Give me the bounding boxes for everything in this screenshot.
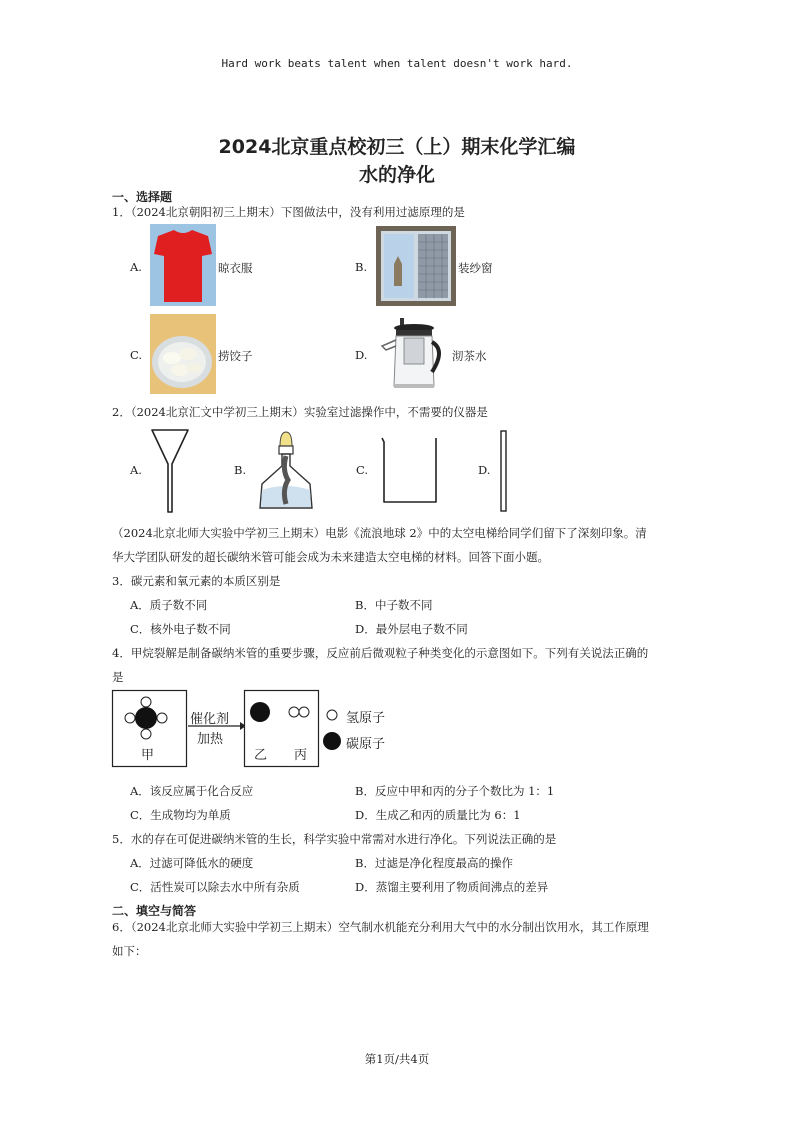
section-heading-choice: 一、选择题 [112, 190, 173, 204]
q1-option-c-text: 捞饺子 [218, 349, 253, 363]
question-1-stem: 1．（2024北京朝阳初三上期末）下图做法中，没有利用过滤原理的是 [112, 205, 465, 219]
q4-option-b: B．反应中甲和丙的分子个数比为 1：1 [355, 784, 555, 798]
q3-option-b: B．中子数不同 [355, 598, 433, 612]
q4-option-c: C．生成物均为单质 [130, 808, 231, 822]
q2-option-c-letter: C. [356, 463, 369, 477]
q3-option-d: D．最外层电子数不同 [355, 622, 468, 636]
q5-option-b: B．过滤是净化程度最高的操作 [355, 856, 513, 870]
q5-option-a: A．过滤可降低水的硬度 [130, 856, 254, 870]
q1-option-a-letter: A. [130, 260, 142, 274]
q2-option-a-letter: A. [130, 463, 142, 477]
diagram-catalyst-label: 催化剂 [190, 712, 230, 727]
page-title: 2024北京重点校初三（上）期末化学汇编 [218, 136, 576, 158]
question-6-line-1: 6．（2024北京北师大实验中学初三上期末）空气制水机能充分利用大气中的水分制出饮用水，其工作原理 [112, 920, 649, 934]
q1-option-d-letter: D. [355, 348, 368, 362]
page-header-motto: Hard work beats talent when talent doesn't work hard. [221, 57, 573, 70]
diagram-label-jia: 甲 [141, 748, 155, 763]
q1-option-c-letter: C. [130, 348, 143, 362]
page-subtitle: 水的净化 [358, 164, 435, 186]
question-2-stem: 2．（2024北京汇文中学初三上期末）实验室过滤操作中，不需要的仪器是 [112, 405, 488, 419]
q3-option-a: A．质子数不同 [130, 598, 208, 612]
page-footer: 第1页/共4页 [364, 1052, 430, 1066]
question-4-stem-line-2: 是 [112, 670, 124, 684]
q2-option-d-letter: D. [478, 463, 491, 477]
dumplings-icon [150, 314, 216, 394]
q1-option-d-text: 沏茶水 [452, 349, 487, 363]
q5-option-d: D．蒸馏主要利用了物质间沸点的差异 [355, 880, 549, 894]
q3-option-c: C．核外电子数不同 [130, 622, 231, 636]
legend-carbon-label: 碳原子 [346, 737, 386, 752]
question-5-stem: 5．水的存在可促进碳纳米管的生长，科学实验中常需对水进行净化。下列说法正确的是 [112, 832, 557, 846]
alcohol-lamp-icon [252, 430, 322, 512]
diagram-heat-label: 加热 [197, 732, 224, 747]
question-4-stem-line-1: 4．甲烷裂解是制备碳纳米管的重要步骤，反应前后微观粒子种类变化的示意图如下。下列有关说法正确的 [112, 646, 649, 660]
q5-option-c: C．活性炭可以除去水中所有杂质 [130, 880, 300, 894]
teapot-icon [378, 316, 450, 392]
diagram-label-yi: 乙 [254, 748, 268, 763]
question-6-line-2: 如下： [112, 944, 147, 958]
red-shirt-icon [150, 224, 216, 306]
diagram-label-bing: 丙 [294, 748, 308, 763]
q2-option-b-letter: B. [234, 463, 247, 477]
q1-option-b-text: 装纱窗 [458, 261, 493, 275]
question-3-stem: 3．碳元素和氧元素的本质区别是 [112, 574, 281, 588]
passage-line-1: （2024北京北师大实验中学初三上期末）电影《流浪地球 2》中的太空电梯给同学们留下了深刻印象。清 [112, 526, 647, 540]
q4-option-d: D．生成乙和丙的质量比为 6：1 [355, 808, 521, 822]
glass-rod-icon [500, 430, 508, 512]
legend-hydrogen-label: 氢原子 [346, 711, 386, 726]
window-screen-icon [376, 226, 456, 306]
beaker-icon [380, 436, 440, 504]
q4-option-a: A．该反应属于化合反应 [130, 784, 254, 798]
section-heading-fill: 二、填空与简答 [112, 904, 197, 918]
q1-option-b-letter: B. [355, 260, 368, 274]
funnel-icon [150, 428, 190, 514]
passage-line-2: 华大学团队研发的超长碳纳米管可能会成为未来建造太空电梯的材料。回答下面小题。 [112, 550, 549, 564]
q1-option-a-text: 晾衣服 [218, 261, 253, 275]
